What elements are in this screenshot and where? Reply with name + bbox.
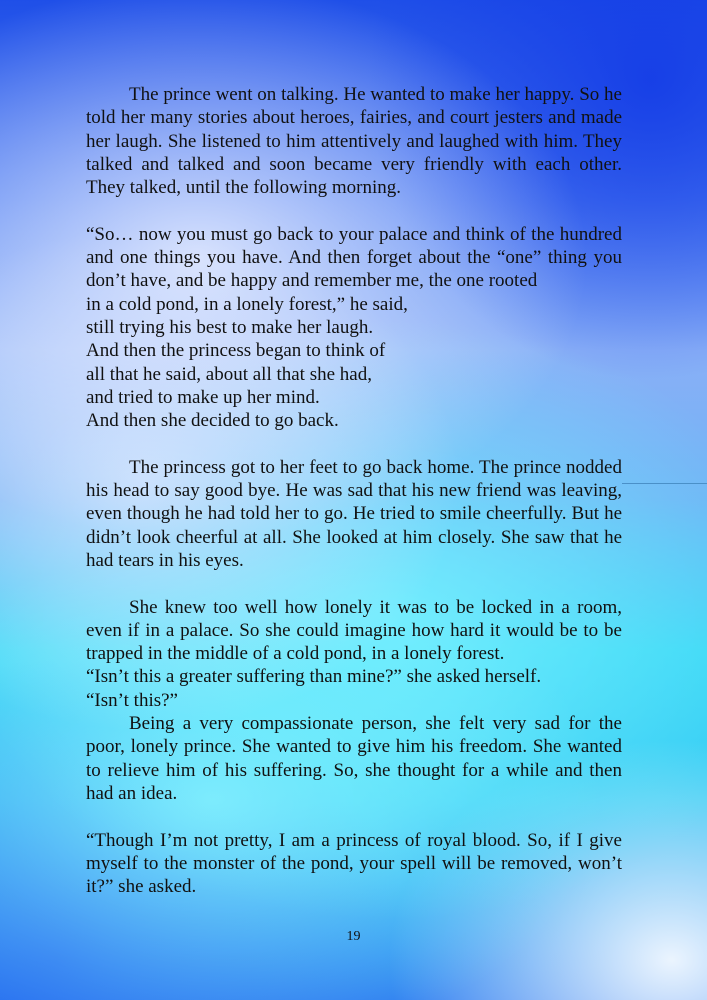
text-line: “Isn’t this?”: [86, 689, 178, 711]
text-line: still trying his best to make her laugh.: [86, 316, 374, 338]
paragraph-lines: [86, 665, 622, 712]
paragraph: Being a very compassionate person, she felt very sad for the poor, lonely prince. She wanted to give him his freedom. She wanted to relieve him of his suffering. So, she thought for a while and then had an idea.: [86, 713, 622, 804]
paragraph: “Though I’m not pretty, I am a princess of royal blood. So, if I give myself to the monster of the pond, your spell will be removed, won’t it?” she asked.: [86, 829, 622, 898]
text-line: in a cold pond, in a lonely forest,” he said,: [86, 293, 408, 315]
paragraph: The princess got to her feet to go back home. The prince nodded his head to say good bye. He was sad that his new friend was leaving, even though he had told her to go. He tried to smile cheerfully. But he didn’t look cheerful at all. She looked at him closely. She saw that he had tears in his eyes.: [86, 456, 622, 571]
text-line: “Isn’t this a greater suffering than mine?” she asked herself.: [86, 666, 542, 688]
text-line: And then she decided to go back.: [86, 410, 339, 432]
paragraph: “So… now you must go back to your palace and think of the hundred and one things you have. And then forget about the “one” thing you don’t have, and be happy and remember me, the one rooted: [86, 223, 622, 292]
page-number: 19: [346, 929, 361, 944]
text-line: And then the princess began to think of: [86, 340, 386, 362]
text-line: and tried to make up her mind.: [86, 386, 320, 408]
paragraph: She knew too well how lonely it was to be locked in a room, even if in a palace. So she could imagine how hard it would be to be trapped in the middle of a cold pond, in a lonely forest.: [86, 596, 622, 665]
page-body: [86, 83, 622, 922]
paragraph-lines: [86, 293, 622, 433]
decorative-rule: [622, 483, 707, 484]
text-line: all that he said, about all that she had,: [86, 363, 372, 385]
paragraph: The prince went on talking. He wanted to make her happy. So he told her many stories about heroes, fairies, and court jesters and made her laugh. She listened to him attentively and laughed with him. They talked and talked and soon became very friendly with each other. They talked, until the following morning.: [86, 84, 622, 199]
